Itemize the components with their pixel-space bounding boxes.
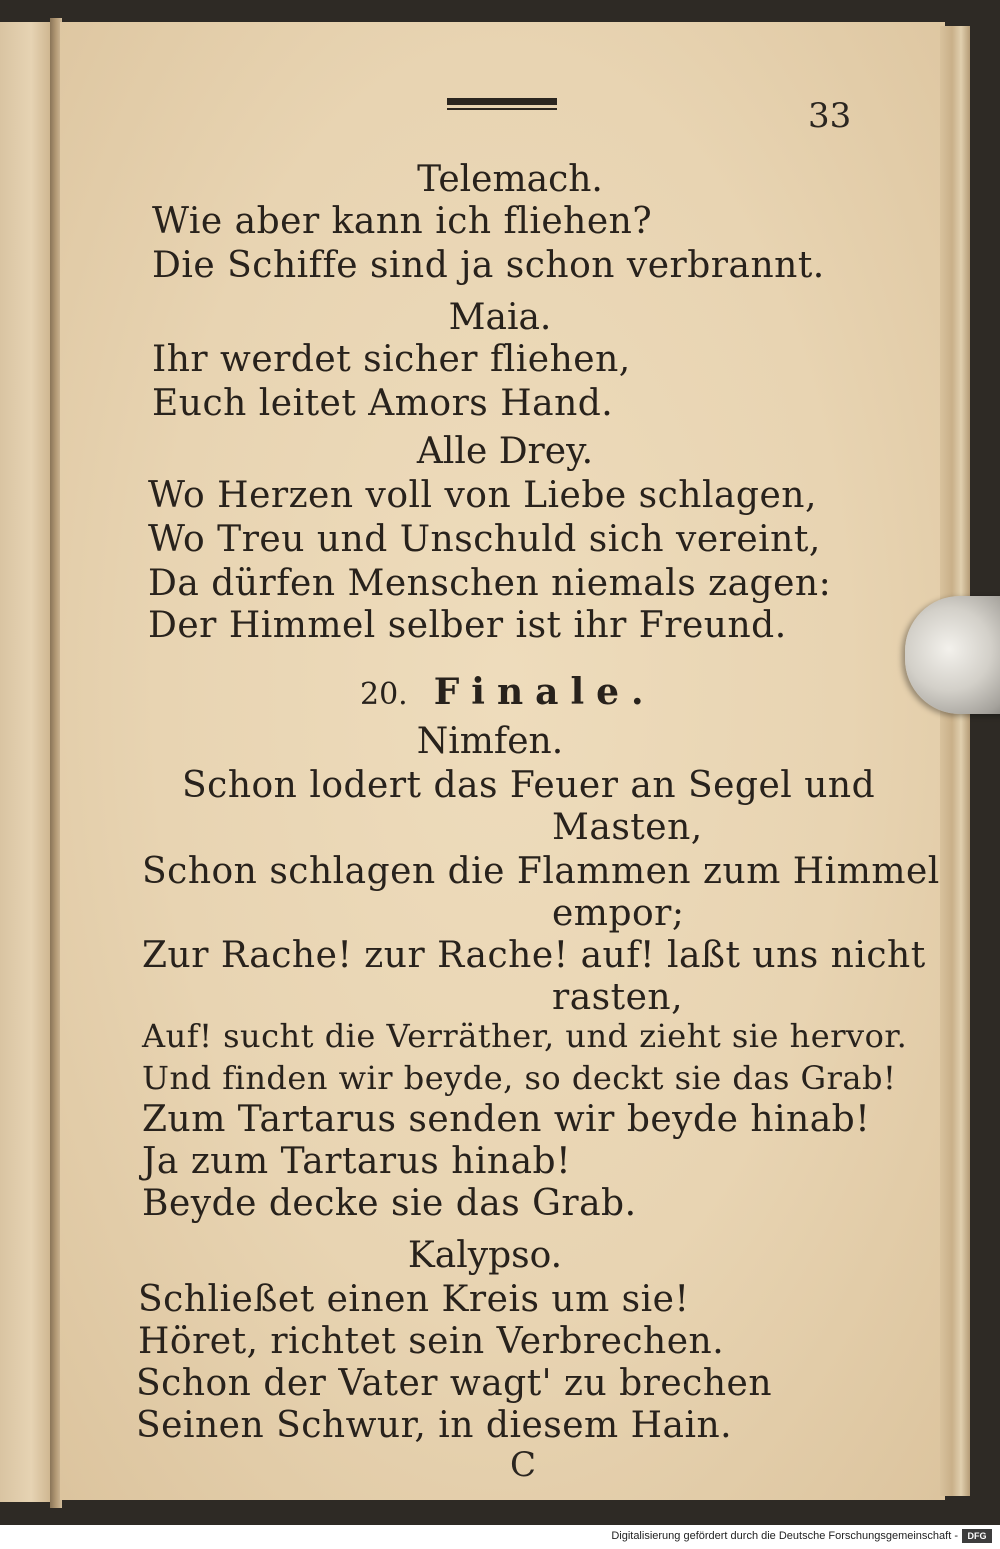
verse-line: Der Himmel selber ist ihr Freund. <box>148 605 787 646</box>
verse-line: Ihr werdet sicher fliehen, <box>152 339 631 380</box>
verse-line: Ja zum Tartarus hinab! <box>142 1141 572 1182</box>
page-holder-tab <box>905 596 1000 714</box>
page-edge-stack <box>940 26 970 1496</box>
verse-line: Wie aber kann ich fliehen? <box>152 201 653 242</box>
header-rule <box>447 98 557 112</box>
verse-line: Wo Herzen voll von Liebe schlagen, <box>148 475 817 516</box>
footer-bar <box>0 1525 1000 1549</box>
speaker-name: Nimfen. <box>416 721 564 762</box>
verse-line-continuation: rasten, <box>552 977 684 1018</box>
page-number: 33 <box>808 96 852 136</box>
left-page-edge <box>0 22 52 1502</box>
verse-line-continuation: Masten, <box>552 807 703 848</box>
speaker-name: Kalypso. <box>407 1235 563 1276</box>
funding-notice: Digitalisierung gefördert durch die Deutsche Forschungsgemeinschaft - <box>611 1530 958 1542</box>
verse-line: Schließet einen Kreis um sie! <box>138 1279 690 1320</box>
verse-line: Und finden wir beyde, so deckt sie das Grab! <box>142 1059 897 1097</box>
verse-line: Wo Treu und Unschuld sich vereint, <box>148 519 821 560</box>
verse-line-continuation: empor; <box>552 893 685 934</box>
dfg-logo-icon: DFG <box>962 1529 992 1543</box>
verse-line: Auf! sucht die Verräther, und zieht sie hervor. <box>142 1017 908 1055</box>
signature-mark: C <box>510 1445 537 1485</box>
section-title: Finale. <box>433 671 656 713</box>
verse-line: Schon lodert das Feuer an Segel und <box>182 765 876 806</box>
verse-line: Schon der Vater wagt' zu brechen <box>136 1363 773 1404</box>
verse-line: Zum Tartarus senden wir beyde hinab! <box>142 1099 871 1140</box>
verse-line: Euch leitet Amors Hand. <box>152 383 614 424</box>
section-heading <box>360 670 656 717</box>
verse-line: Höret, richtet sein Verbrechen. <box>138 1321 725 1362</box>
speaker-name: Telemach. <box>417 159 603 200</box>
verse-line: Beyde decke sie das Grab. <box>142 1183 637 1224</box>
verse-line: Zur Rache! zur Rache! auf! laßt uns nicht <box>142 935 926 976</box>
verse-line: Die Schiffe sind ja schon verbrannt. <box>152 245 825 286</box>
speaker-name: Alle Drey. <box>416 431 594 472</box>
speaker-name: Maia. <box>448 297 552 338</box>
verse-line: Schon schlagen die Flammen zum Himmel <box>142 851 940 892</box>
verse-line: Seinen Schwur, in diesem Hain. <box>136 1405 733 1446</box>
verse-line: Da dürfen Menschen niemals zagen: <box>148 563 832 604</box>
section-number: 20. <box>360 677 408 712</box>
